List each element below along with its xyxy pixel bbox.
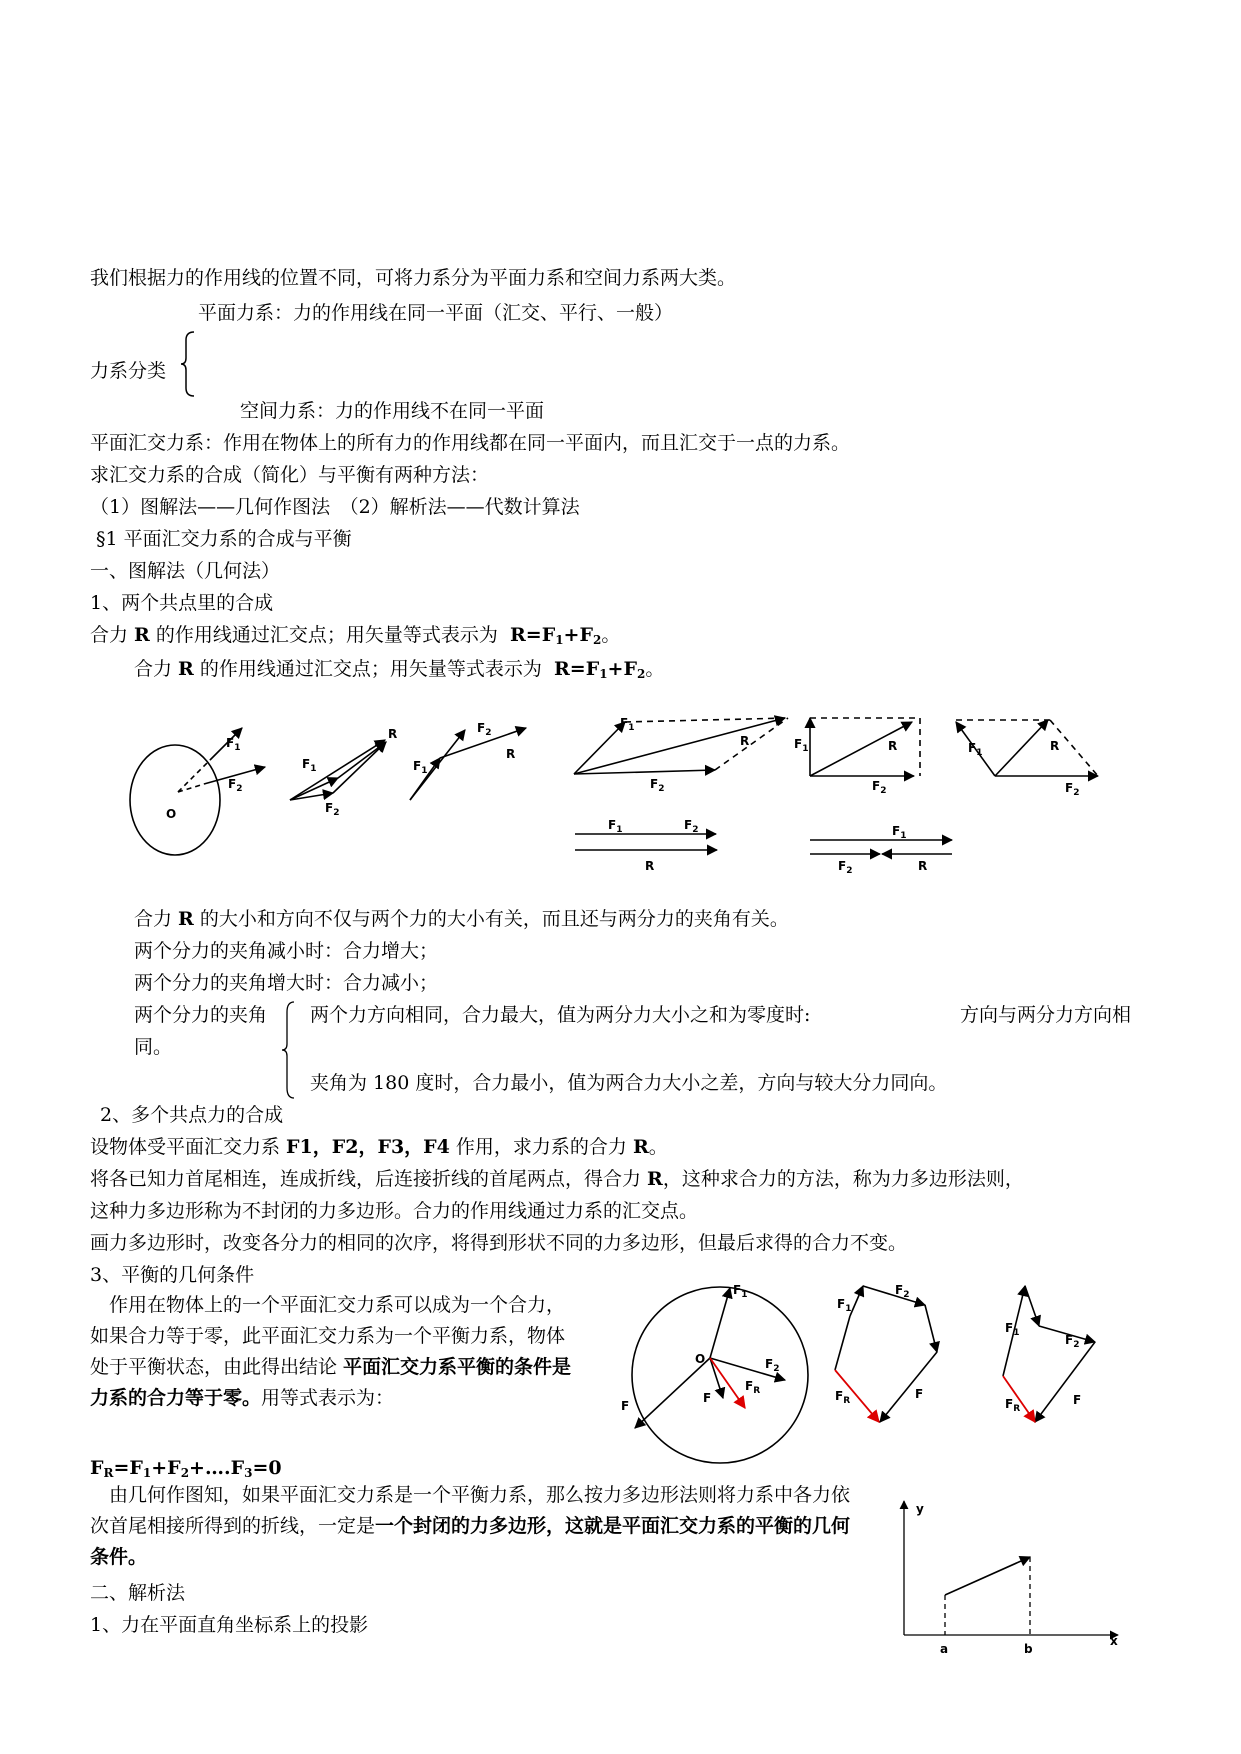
- svg-text:F1: $F_1$: [733, 1283, 748, 1300]
- part-heading: 一、图解法（几何法）: [90, 560, 281, 582]
- svg-text:R: R: [1050, 739, 1060, 753]
- svg-text:F1: $F_1$: [608, 818, 623, 835]
- svg-text:F1: $F_1$: [968, 741, 983, 758]
- polygon-rule-line2: 这种力多边形称为不封闭的力多边形。合力的作用线通过力系的汇交点。: [90, 1200, 699, 1222]
- methods-intro: 求汇交力系的合成（简化）与平衡有两种方法：: [90, 464, 490, 486]
- svg-text:F2: $F_2$: [895, 1283, 910, 1300]
- intro-text: 我们根据力的作用线的位置不同，可将力系分为平面力系和空间力系两大类。: [90, 267, 737, 289]
- polygon-rule-line1: 将各已知力首尾相连，连成折线，后连接折线的首尾两点，得合力 R，这种求合力的方法，称为力多边形法则，: [90, 1168, 1024, 1190]
- svg-text:O: O: [695, 1352, 706, 1366]
- equilibrium-figure: [615, 1280, 1135, 1450]
- svg-text:F1: $F_1$: [1005, 1321, 1020, 1338]
- svg-text:F2: $F_2$: [477, 721, 492, 738]
- svg-text:x: x: [1110, 1634, 1118, 1648]
- case-zero-wrap: 同。: [134, 1036, 173, 1058]
- svg-text:F1: $F_1$: [226, 736, 241, 753]
- section-heading: §1 平面汇交力系的合成与平衡: [96, 528, 352, 550]
- methods: （1）图解法——几何作图法 （2）解析法——代数计算法: [90, 496, 580, 518]
- space-force-system: 空间力系：力的作用线不在同一平面: [240, 400, 545, 422]
- sub-heading: 1、两个共点里的合成: [90, 592, 274, 614]
- svg-text:F2: $F_2$: [684, 818, 699, 835]
- case-zero: 两个力方向相同，合力最大，值为两分力大小之和为零度时:: [310, 1004, 811, 1026]
- svg-text:R: R: [506, 747, 516, 761]
- sub-heading-3: 3、平衡的几何条件: [90, 1264, 255, 1286]
- svg-text:R: R: [740, 734, 750, 748]
- classification-brace: [180, 330, 200, 398]
- resultant-line-repeat: 合力 R 的作用线通过汇交点；用矢量等式表示为 $R=F_1+F_2$。: [134, 658, 665, 681]
- svg-text:F1: $F_1$: [620, 716, 635, 733]
- svg-text:F1: $F_1$: [794, 737, 809, 754]
- svg-text:R: R: [388, 727, 398, 741]
- svg-text:R: R: [888, 739, 898, 753]
- closing-paragraph: 由几何作图知，如果平面汇交力系是一个平衡力系，那么按力多边形法则将力系中各力依次首尾相接所得到的折线，一定是一个封闭的力多边形，这就是平面汇交力系的平衡的几何条件。: [90, 1484, 851, 1568]
- two-force-figure: [130, 700, 1130, 880]
- plane-force-system: 平面力系：力的作用线在同一平面（汇交、平行、一般）: [198, 302, 674, 324]
- angle-case-label: 两个分力的夹角: [134, 1004, 268, 1026]
- svg-text:a: a: [940, 1642, 949, 1656]
- svg-text:R: R: [645, 859, 655, 873]
- equilibrium-equation: $F_R=F_1+F_2+\dots.F_3=0$: [90, 1457, 282, 1480]
- svg-text:F2: $F_2$: [325, 801, 340, 818]
- svg-text:FR: $F_R$: [745, 1379, 761, 1396]
- svg-text:y: y: [916, 1502, 924, 1516]
- body-circle: [130, 745, 220, 855]
- svg-text:FR: $F_R$: [1005, 1397, 1021, 1414]
- angle-decrease: 两个分力的夹角减小时：合力增大；: [134, 940, 439, 962]
- svg-text:b: b: [1024, 1642, 1033, 1656]
- svg-text:F2: $F_2$: [838, 859, 853, 876]
- sub-heading-2: 2、多个共点力的合成: [100, 1104, 284, 1126]
- svg-text:F2: $F_2$: [765, 1357, 780, 1374]
- svg-text:F1: $F_1$: [302, 757, 317, 774]
- svg-text:F2: $F_2$: [1065, 781, 1080, 798]
- projection-heading: 1、力在平面直角坐标系上的投影: [90, 1614, 369, 1636]
- polygon-order: 画力多边形时，改变各分力的相同的次序，将得到形状不同的力多边形，但最后求得的合力不变。: [90, 1232, 908, 1254]
- svg-text:O: O: [166, 807, 177, 821]
- svg-text:F1: $F_1$: [413, 759, 428, 776]
- part-heading-2: 二、解析法: [90, 1582, 186, 1604]
- classification-label: 力系分类: [90, 360, 167, 382]
- svg-text:F2: $F_2$: [228, 777, 243, 794]
- svg-text:F: F: [621, 1399, 630, 1413]
- svg-text:F: F: [915, 1387, 924, 1401]
- case-zero-tail: 方向与两分力方向相: [960, 1004, 1132, 1026]
- angle-increase: 两个分力的夹角增大时：合力减小；: [134, 972, 439, 994]
- definition: 平面汇交力系：作用在物体上的所有力的作用线都在同一平面内，而且汇交于一点的力系。: [90, 432, 851, 454]
- svg-text:F2: $F_2$: [650, 777, 665, 794]
- svg-text:F: F: [1073, 1393, 1082, 1407]
- case-180: 夹角为 180 度时，合力最小，值为两合力大小之差，方向与较大分力同向。: [310, 1072, 948, 1094]
- multi-force-text: 设物体受平面汇交力系 F1，F2，F3，F4 作用，求力系的合力 R。: [90, 1136, 668, 1158]
- projection-figure: [890, 1495, 1130, 1655]
- case-brace: [280, 1000, 300, 1100]
- svg-text:F2: $F_2$: [1065, 1333, 1080, 1350]
- resultant-line: 合力 R 的作用线通过汇交点；用矢量等式表示为 $R=F_1+F_2$。: [90, 624, 621, 647]
- equilibrium-paragraph: 作用在物体上的一个平面汇交力系可以成为一个合力，如果合力等于零，此平面汇交力系为一个平衡力系，物体处于平衡状态，由此得出结论 平面汇交力系平衡的条件是力系的合力等于零。用等式表示为：: [90, 1294, 572, 1409]
- angle-dependence: 合力 R 的大小和方向不仅与两个力的大小有关，而且还与两分力的夹角有关。: [134, 908, 789, 930]
- svg-text:F1: $F_1$: [892, 824, 907, 841]
- svg-text:R: R: [918, 859, 928, 873]
- svg-text:F2: $F_2$: [872, 779, 887, 796]
- svg-text:F: F: [703, 1391, 712, 1405]
- body-circle: [632, 1287, 808, 1463]
- svg-text:FR: $F_R$: [835, 1389, 851, 1406]
- svg-text:F1: $F_1$: [837, 1297, 852, 1314]
